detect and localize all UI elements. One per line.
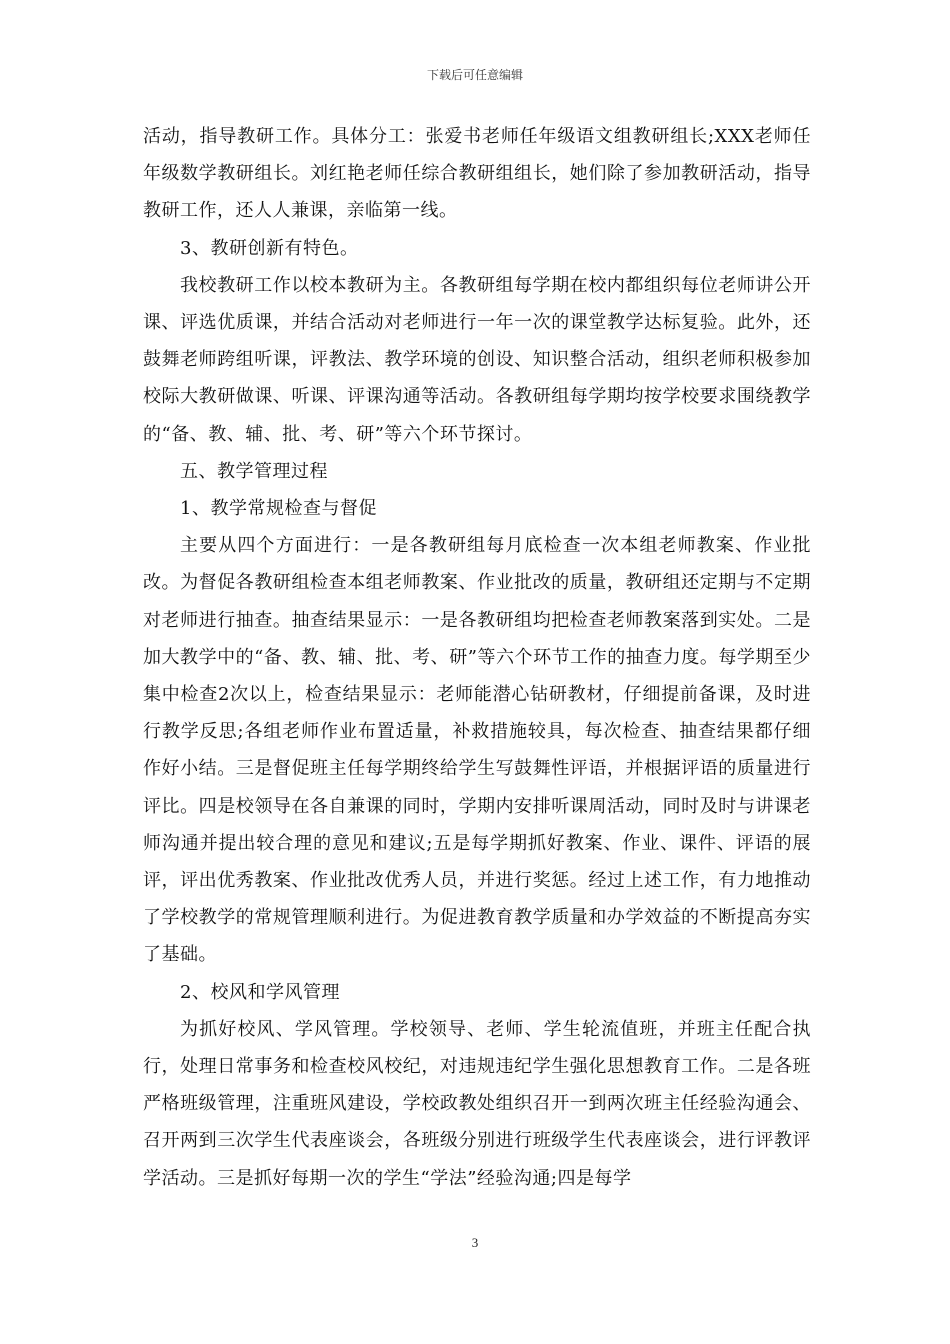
subheading-school-style: 2、校风和学风管理: [180, 981, 340, 1003]
section-heading-teaching-management: 五、教学管理过程: [180, 460, 328, 482]
paragraph-continuation: 活动，指导教研工作。具体分工：张爱书老师任年级语文组教研组长;XXX老师任年级数学教研组长。刘红艳老师任综合教研组组长，她们除了参加教研活动，指导教研工作，还人人兼课，亲临第一线。: [143, 126, 811, 222]
subheading-routine-inspection: 1、教学常规检查与督促: [180, 498, 377, 520]
document-body: [143, 118, 811, 1197]
page-header: 下载后可任意编辑: [426, 68, 523, 82]
page-number: 3: [471, 1235, 479, 1250]
paragraph-school-research: 我校教研工作以校本教研为主。各教研组每学期在校内都组织每位老师讲公开课、评选优质课，并结合活动对老师进行一年一次的课堂教学达标复验。此外，还鼓舞老师跨组听课，评教法、教学环境的创设、知识整合活动，组织老师积极参加校际大教研做课、听课、评课沟通等活动。各教研组每学期均按学校要求围绕教学的“备、教、辅、批、考、研”等六个环节探讨。: [143, 274, 811, 445]
paragraph-school-style: 为抓好校风、学风管理。学校领导、老师、学生轮流值班，并班主任配合执行，处理日常事务和检查校风校纪，对违规违纪学生强化思想教育工作。二是各班严格班级管理，注重班风建设，学校政教处组织召开一到两次班主任经验沟通会、召开两到三次学生代表座谈会，各班级分别进行班级学生代表座谈会，进行评教评学活动。三是抓好每期一次的学生“学法”经验沟通;四是每学: [143, 1018, 811, 1189]
paragraph-routine-inspection: 主要从四个方面进行：一是各教研组每月底检查一次本组老师教案、作业批改。为督促各教研组检查本组老师教案、作业批改的质量，教研组还定期与不定期对老师进行抽查。抽查结果显示：一是各教研组均把检查老师教案落到实处。二是加大教学中的“备、教、辅、批、考、研”等六个环节工作的抽查力度。每学期至少集中检查2次以上，检查结果显示：老师能潜心钻研教材，仔细提前备课，及时进行教学反思;各组老师作业布置适量，补救措施较具，每次检查、抽查结果都仔细作好小结。三是督促班主任每学期终给学生写鼓舞性评语，并根据评语的质量进行评比。四是校领导在各自兼课的同时，学期内安排听课周活动，同时及时与讲课老师沟通并提出较合理的意见和建议;五是每学期抓好教案、作业、课件、评语的展评，评出优秀教案、作业批改优秀人员，并进行奖惩。经过上述工作，有力地推动了学校教学的常规管理顺利进行。为促进教育教学质量和办学效益的不断提高夯实了基础。: [143, 535, 811, 966]
subheading-teaching-research-innovation: 3、教研创新有特色。: [180, 237, 359, 259]
